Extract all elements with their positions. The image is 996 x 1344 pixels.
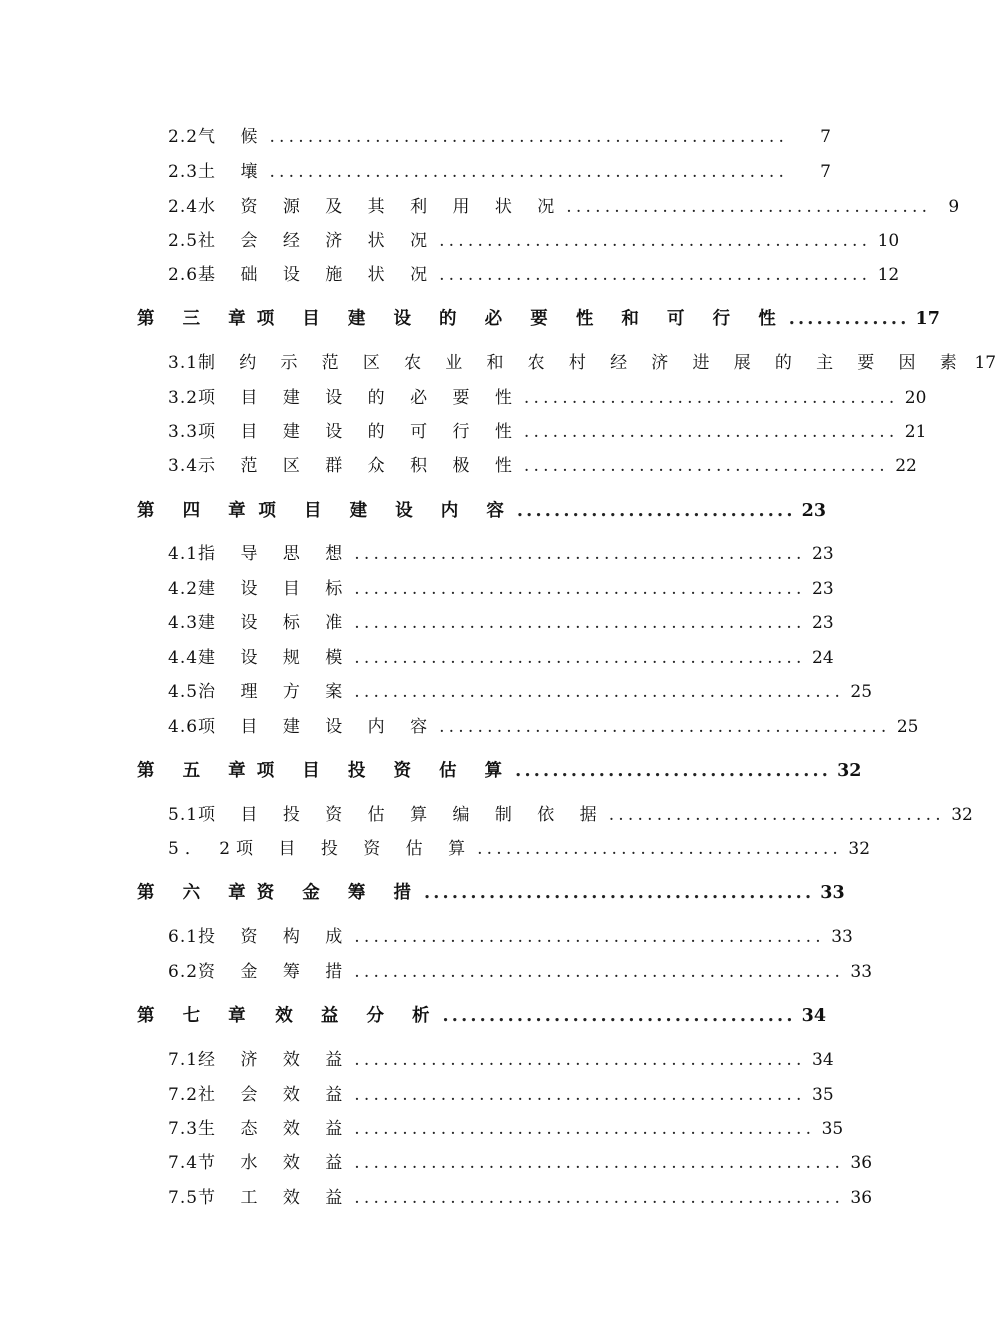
toc-entry (168, 454, 917, 478)
toc-entry-number: 4.4 (168, 648, 199, 668)
toc-chapter (137, 759, 862, 783)
toc-leader-dots: ...................................................... (269, 127, 789, 147)
toc-chapter (137, 881, 845, 905)
toc-entry (168, 837, 871, 861)
toc-leader-dots: ...................................... (566, 197, 932, 217)
toc-entry (168, 577, 834, 601)
toc-leader-dots: ................................................ (354, 1119, 816, 1139)
toc-leader-dots: ............................................... (439, 717, 891, 737)
toc-entry (168, 542, 834, 566)
toc-entry-number: 2.4 (168, 197, 199, 217)
toc-leader-dots: ...................................... (442, 1006, 796, 1026)
toc-entry-page: 21 (904, 422, 927, 442)
toc-entry-title: 项 目 建 设 的 可 行 性 (198, 422, 522, 442)
toc-leader-dots: ...................................................... (269, 162, 789, 182)
toc-entry (168, 611, 834, 635)
toc-entry-page: 35 (812, 1085, 834, 1105)
toc-entry-page: 35 (821, 1119, 844, 1139)
toc-entry (168, 715, 919, 739)
toc-entry-number: 7.1 (168, 1050, 199, 1070)
toc-leader-dots: ............................................. (439, 265, 872, 285)
toc-entry-number: 2.6 (168, 265, 199, 285)
toc-entry (168, 229, 900, 253)
toc-leader-dots: ................................................... (354, 962, 845, 982)
toc-entry (168, 680, 873, 704)
toc-chapter-number: 第 五 章 (137, 761, 257, 781)
toc-entry-number: 5.1 (168, 805, 199, 825)
toc-entry-title: 社 会 效 益 (198, 1085, 353, 1105)
toc-entry-title: 经 济 效 益 (198, 1050, 353, 1070)
toc-entry-title: 节 工 效 益 (198, 1188, 353, 1208)
toc-entry-number: 7.5 (168, 1188, 199, 1208)
toc-chapter (137, 307, 940, 331)
toc-entry (168, 386, 927, 410)
toc-entry-number: 7.2 (168, 1085, 199, 1105)
toc-entry-title: 建 设 目 标 (198, 579, 353, 599)
toc-chapter-title: 项 目 投 资 估 算 (256, 761, 514, 781)
toc-entry (168, 1117, 844, 1141)
toc-entry-title: 水 资 源 及 其 利 用 状 况 (198, 197, 565, 217)
toc-chapter-number: 第 六 章 (137, 883, 257, 903)
toc-entry (168, 351, 996, 375)
toc-entry-title: 项 目 投 资 估 算 (236, 839, 476, 859)
toc-entry-page: 32 (951, 805, 973, 825)
toc-chapter-number: 第 七 章 (137, 1006, 257, 1026)
toc-leader-dots: .............................. (516, 501, 796, 521)
toc-chapter-page: 32 (837, 761, 862, 781)
toc-entry-title: 生 态 效 益 (198, 1119, 353, 1139)
toc-entry (168, 1186, 873, 1210)
toc-entry-page: 23 (812, 613, 834, 633)
toc-entry-title: 制 约 示 范 区 农 业 和 农 村 经 济 进 展 的 主 要 因 素 (198, 353, 967, 373)
toc-entry-title: 项 目 建 设 内 容 (198, 717, 438, 737)
toc-entry-page: 33 (850, 962, 873, 982)
toc-entry-number: 5． 2 (168, 839, 237, 859)
toc-chapter-page: 34 (801, 1006, 826, 1026)
toc-entry-title: 建 设 标 准 (198, 613, 353, 633)
toc-entry (168, 125, 831, 149)
toc-entry-title: 项 目 建 设 的 必 要 性 (198, 388, 522, 408)
toc-entry (168, 960, 873, 984)
toc-entry-number: 4.1 (168, 544, 199, 564)
toc-chapter (137, 1004, 826, 1028)
toc-leader-dots: ...................................... (523, 456, 889, 476)
toc-entry-page: 22 (895, 456, 917, 476)
toc-entry-page: 36 (850, 1153, 873, 1173)
toc-leader-dots: ...................................... (477, 839, 843, 859)
toc-leader-dots: ................................... (608, 805, 945, 825)
toc-chapter-page: 23 (801, 501, 826, 521)
toc-entry-page: 25 (850, 682, 873, 702)
toc-entry (168, 1048, 834, 1072)
toc-leader-dots: ............................................... (354, 1085, 806, 1105)
toc-entry-title: 气 候 (198, 127, 268, 147)
toc-entry-page: 12 (877, 265, 900, 285)
toc-entry-title: 资 金 筹 措 (198, 962, 353, 982)
toc-entry (168, 160, 831, 184)
toc-entry-number: 6.1 (168, 927, 199, 947)
toc-entry-number: 7.3 (168, 1119, 199, 1139)
toc-entry-page: 23 (812, 544, 834, 564)
toc-leader-dots: ....................................... (523, 388, 899, 408)
toc-entry-number: 3.1 (168, 353, 199, 373)
toc-entry-page: 23 (812, 579, 834, 599)
toc-leader-dots: .......................................... (423, 883, 815, 903)
toc-entry (168, 195, 960, 219)
toc-entry-title: 建 设 规 模 (198, 648, 353, 668)
toc-chapter-page: 17 (915, 309, 940, 329)
toc-entry-number: 6.2 (168, 962, 199, 982)
toc-entry-page: 36 (850, 1188, 873, 1208)
toc-leader-dots: ................................................... (354, 1188, 845, 1208)
toc-entry-page: 10 (877, 231, 900, 251)
toc-entry-number: 2.5 (168, 231, 199, 251)
toc-entry-page: 25 (896, 717, 919, 737)
toc-entry-page: 34 (812, 1050, 834, 1070)
toc-leader-dots: ............. (788, 309, 910, 329)
toc-entry-page: 32 (848, 839, 871, 859)
toc-leader-dots: ............................................... (354, 544, 806, 564)
toc-entry (168, 1083, 834, 1107)
toc-entry (168, 803, 973, 827)
toc-leader-dots: ................................................... (354, 682, 845, 702)
toc-leader-dots: .................................. (515, 761, 832, 781)
toc-entry-number: 4.5 (168, 682, 199, 702)
toc-entry-number: 4.3 (168, 613, 199, 633)
toc-entry-page: 7 (820, 127, 831, 147)
toc-chapter-number: 第 四 章 (137, 501, 257, 521)
toc-entry-number: 3.2 (168, 388, 199, 408)
toc-entry-page: 24 (812, 648, 834, 668)
toc-entry-title: 节 水 效 益 (198, 1153, 353, 1173)
toc-entry (168, 646, 834, 670)
toc-leader-dots: ............................................... (354, 1050, 806, 1070)
toc-leader-dots: ............................................. (439, 231, 872, 251)
toc-entry-number: 2.3 (168, 162, 199, 182)
toc-entry-number: 4.6 (168, 717, 199, 737)
toc-leader-dots: ............................................... (354, 579, 806, 599)
toc-entry (168, 925, 853, 949)
toc-entry-page: 33 (831, 927, 853, 947)
toc-entry (168, 420, 927, 444)
toc-entry-number: 3.4 (168, 456, 199, 476)
toc-entry-page: 17 (974, 353, 996, 373)
toc-leader-dots: ....................................... (523, 422, 899, 442)
toc-chapter-page: 33 (820, 883, 845, 903)
toc-entry-title: 指 导 思 想 (198, 544, 353, 564)
toc-entry-page: 7 (820, 162, 831, 182)
toc-entry-title: 治 理 方 案 (198, 682, 353, 702)
toc-leader-dots: ................................................. (354, 927, 825, 947)
toc-entry-number: 3.3 (168, 422, 199, 442)
toc-entry-title: 社 会 经 济 状 况 (198, 231, 438, 251)
toc-entry-title: 投 资 构 成 (198, 927, 353, 947)
toc-entry-page: 20 (904, 388, 927, 408)
toc-entry (168, 1151, 873, 1175)
toc-chapter-title: 项 目 建 设 内 容 (258, 501, 515, 521)
toc-chapter (137, 499, 826, 523)
toc-entry-title: 土 壤 (198, 162, 268, 182)
toc-entry-title: 项 目 投 资 估 算 编 制 依 据 (198, 805, 607, 825)
toc-leader-dots: ............................................... (354, 613, 806, 633)
toc-chapter-title: 资 金 筹 措 (256, 883, 422, 903)
toc-chapter-title: 效 益 分 析 (275, 1006, 441, 1026)
toc-entry (168, 263, 900, 287)
toc-leader-dots: ............................................... (354, 648, 806, 668)
toc-chapter-title: 项 目 建 设 的 必 要 性 和 可 行 性 (256, 309, 787, 329)
toc-entry-number: 7.4 (168, 1153, 199, 1173)
toc-entry-page: 9 (948, 197, 960, 217)
toc-chapter-number: 第 三 章 (137, 309, 257, 329)
toc-entry-number: 4.2 (168, 579, 199, 599)
toc-entry-number: 2.2 (168, 127, 199, 147)
toc-entry-title: 示 范 区 群 众 积 极 性 (198, 456, 522, 476)
toc-leader-dots: ................................................... (354, 1153, 845, 1173)
toc-entry-title: 基 础 设 施 状 况 (198, 265, 438, 285)
